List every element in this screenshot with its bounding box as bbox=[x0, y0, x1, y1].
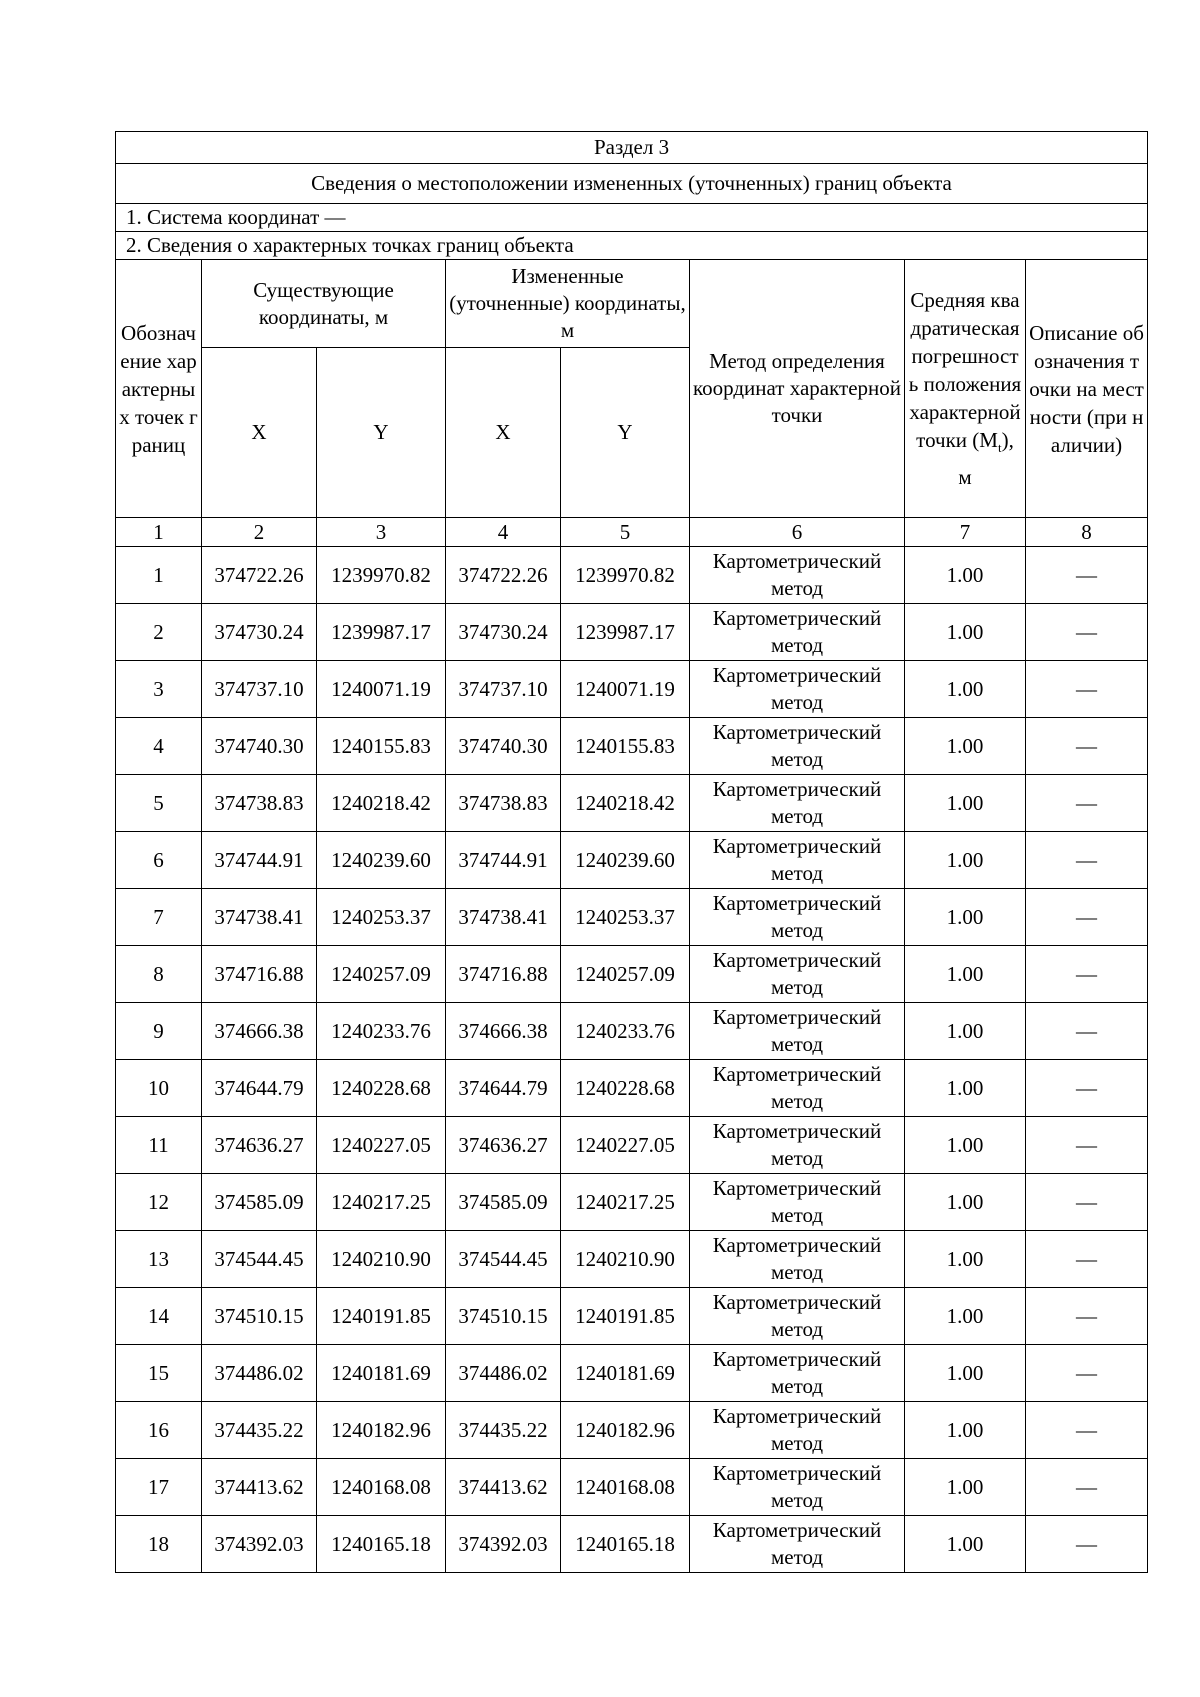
table-row bbox=[116, 604, 1148, 661]
header-description: Описание обозначения точки на местности (при наличии) bbox=[1026, 260, 1148, 518]
method-cell: Картометрический метод bbox=[690, 1231, 905, 1288]
point-number-cell: 5 bbox=[116, 775, 202, 832]
changed-x-cell: 374716.88 bbox=[446, 946, 561, 1003]
point-number-cell: 9 bbox=[116, 1003, 202, 1060]
changed-x-cell: 374486.02 bbox=[446, 1345, 561, 1402]
changed-x-cell: 374666.38 bbox=[446, 1003, 561, 1060]
point-number-cell: 4 bbox=[116, 718, 202, 775]
point-number-cell: 8 bbox=[116, 946, 202, 1003]
existing-y-cell: 1240218.42 bbox=[317, 775, 446, 832]
description-cell: — bbox=[1026, 1345, 1148, 1402]
changed-x-cell: 374737.10 bbox=[446, 661, 561, 718]
table-row bbox=[116, 775, 1148, 832]
existing-x-cell: 374666.38 bbox=[202, 1003, 317, 1060]
rmse-cell: 1.00 bbox=[905, 547, 1026, 604]
column-number: 2 bbox=[202, 518, 317, 547]
coordinates-table bbox=[115, 131, 1148, 1573]
existing-x-cell: 374740.30 bbox=[202, 718, 317, 775]
table-row bbox=[116, 661, 1148, 718]
column-number: 3 bbox=[317, 518, 446, 547]
rmse-cell: 1.00 bbox=[905, 1345, 1026, 1402]
existing-x-cell: 374392.03 bbox=[202, 1516, 317, 1573]
table-row bbox=[116, 832, 1148, 889]
table-row bbox=[116, 1231, 1148, 1288]
description-cell: — bbox=[1026, 1459, 1148, 1516]
existing-y-cell: 1239970.82 bbox=[317, 547, 446, 604]
description-cell: — bbox=[1026, 1174, 1148, 1231]
point-number-cell: 11 bbox=[116, 1117, 202, 1174]
table-row bbox=[116, 889, 1148, 946]
column-number: 1 bbox=[116, 518, 202, 547]
existing-x-cell: 374585.09 bbox=[202, 1174, 317, 1231]
changed-y-cell: 1240253.37 bbox=[561, 889, 690, 946]
changed-x-cell: 374738.83 bbox=[446, 775, 561, 832]
rmse-cell: 1.00 bbox=[905, 775, 1026, 832]
existing-x-cell: 374744.91 bbox=[202, 832, 317, 889]
method-cell: Картометрический метод bbox=[690, 604, 905, 661]
existing-x-cell: 374738.41 bbox=[202, 889, 317, 946]
column-number: 6 bbox=[690, 518, 905, 547]
existing-x-cell: 374730.24 bbox=[202, 604, 317, 661]
table-row bbox=[116, 1117, 1148, 1174]
method-cell: Картометрический метод bbox=[690, 1516, 905, 1573]
method-cell: Картометрический метод bbox=[690, 1288, 905, 1345]
method-cell: Картометрический метод bbox=[690, 718, 905, 775]
changed-x-cell: 374413.62 bbox=[446, 1459, 561, 1516]
document-title: Сведения о местоположении измененных (уточненных) границ объекта bbox=[116, 164, 1148, 204]
table-row bbox=[116, 1174, 1148, 1231]
description-cell: — bbox=[1026, 889, 1148, 946]
point-number-cell: 12 bbox=[116, 1174, 202, 1231]
method-cell: Картометрический метод bbox=[690, 1117, 905, 1174]
header-changed-x: X bbox=[446, 348, 561, 518]
existing-y-cell: 1240257.09 bbox=[317, 946, 446, 1003]
existing-x-cell: 374486.02 bbox=[202, 1345, 317, 1402]
column-number: 8 bbox=[1026, 518, 1148, 547]
existing-y-cell: 1239987.17 bbox=[317, 604, 446, 661]
existing-y-cell: 1240210.90 bbox=[317, 1231, 446, 1288]
header-existing-x: X bbox=[202, 348, 317, 518]
description-cell: — bbox=[1026, 1231, 1148, 1288]
description-cell: — bbox=[1026, 604, 1148, 661]
coord-system-line: 1. Система координат — bbox=[116, 204, 1148, 232]
table-row bbox=[116, 547, 1148, 604]
changed-y-cell: 1240210.90 bbox=[561, 1231, 690, 1288]
rmse-cell: 1.00 bbox=[905, 604, 1026, 661]
changed-y-cell: 1240155.83 bbox=[561, 718, 690, 775]
column-number-row bbox=[116, 518, 1148, 547]
changed-y-cell: 1240228.68 bbox=[561, 1060, 690, 1117]
rmse-cell: 1.00 bbox=[905, 1117, 1026, 1174]
changed-y-cell: 1240182.96 bbox=[561, 1402, 690, 1459]
rmse-cell: 1.00 bbox=[905, 1231, 1026, 1288]
existing-x-cell: 374644.79 bbox=[202, 1060, 317, 1117]
table-row bbox=[116, 1402, 1148, 1459]
description-cell: — bbox=[1026, 1117, 1148, 1174]
column-number: 4 bbox=[446, 518, 561, 547]
existing-x-cell: 374636.27 bbox=[202, 1117, 317, 1174]
changed-y-cell: 1240233.76 bbox=[561, 1003, 690, 1060]
changed-x-cell: 374740.30 bbox=[446, 718, 561, 775]
point-number-cell: 1 bbox=[116, 547, 202, 604]
description-cell: — bbox=[1026, 946, 1148, 1003]
existing-y-cell: 1240168.08 bbox=[317, 1459, 446, 1516]
existing-x-cell: 374435.22 bbox=[202, 1402, 317, 1459]
existing-y-cell: 1240228.68 bbox=[317, 1060, 446, 1117]
rmse-cell: 1.00 bbox=[905, 1174, 1026, 1231]
table-row bbox=[116, 946, 1148, 1003]
rmse-cell: 1.00 bbox=[905, 1288, 1026, 1345]
existing-y-cell: 1240217.25 bbox=[317, 1174, 446, 1231]
description-cell: — bbox=[1026, 1003, 1148, 1060]
existing-x-cell: 374716.88 bbox=[202, 946, 317, 1003]
changed-y-cell: 1240168.08 bbox=[561, 1459, 690, 1516]
rmse-cell: 1.00 bbox=[905, 832, 1026, 889]
table-row bbox=[116, 1516, 1148, 1573]
table-row bbox=[116, 1060, 1148, 1117]
changed-y-cell: 1240165.18 bbox=[561, 1516, 690, 1573]
point-number-cell: 14 bbox=[116, 1288, 202, 1345]
point-number-cell: 17 bbox=[116, 1459, 202, 1516]
rmse-cell: 1.00 bbox=[905, 889, 1026, 946]
rmse-cell: 1.00 bbox=[905, 718, 1026, 775]
point-number-cell: 10 bbox=[116, 1060, 202, 1117]
point-number-cell: 13 bbox=[116, 1231, 202, 1288]
method-cell: Картометрический метод bbox=[690, 946, 905, 1003]
existing-x-cell: 374413.62 bbox=[202, 1459, 317, 1516]
method-cell: Картометрический метод bbox=[690, 1402, 905, 1459]
header-rmse-sub: t bbox=[997, 440, 1002, 456]
rmse-cell: 1.00 bbox=[905, 1459, 1026, 1516]
changed-y-cell: 1240071.19 bbox=[561, 661, 690, 718]
rmse-cell: 1.00 bbox=[905, 1003, 1026, 1060]
table-row bbox=[116, 1345, 1148, 1402]
method-cell: Картометрический метод bbox=[690, 1174, 905, 1231]
existing-y-cell: 1240233.76 bbox=[317, 1003, 446, 1060]
description-cell: — bbox=[1026, 1288, 1148, 1345]
method-cell: Картометрический метод bbox=[690, 832, 905, 889]
changed-y-cell: 1240239.60 bbox=[561, 832, 690, 889]
existing-x-cell: 374510.15 bbox=[202, 1288, 317, 1345]
description-cell: — bbox=[1026, 547, 1148, 604]
changed-x-cell: 374392.03 bbox=[446, 1516, 561, 1573]
existing-y-cell: 1240071.19 bbox=[317, 661, 446, 718]
method-cell: Картометрический метод bbox=[690, 1459, 905, 1516]
rmse-cell: 1.00 bbox=[905, 946, 1026, 1003]
point-number-cell: 3 bbox=[116, 661, 202, 718]
existing-y-cell: 1240165.18 bbox=[317, 1516, 446, 1573]
point-number-cell: 18 bbox=[116, 1516, 202, 1573]
points-line: 2. Сведения о характерных точках границ объекта bbox=[116, 232, 1148, 260]
section-label: Раздел 3 bbox=[116, 132, 1148, 164]
existing-y-cell: 1240253.37 bbox=[317, 889, 446, 946]
method-cell: Картометрический метод bbox=[690, 1003, 905, 1060]
changed-y-cell: 1240227.05 bbox=[561, 1117, 690, 1174]
column-number: 7 bbox=[905, 518, 1026, 547]
changed-x-cell: 374510.15 bbox=[446, 1288, 561, 1345]
changed-x-cell: 374435.22 bbox=[446, 1402, 561, 1459]
existing-x-cell: 374737.10 bbox=[202, 661, 317, 718]
table-row bbox=[116, 1003, 1148, 1060]
method-cell: Картометрический метод bbox=[690, 1345, 905, 1402]
existing-x-cell: 374722.26 bbox=[202, 547, 317, 604]
point-number-cell: 15 bbox=[116, 1345, 202, 1402]
header-point-designation: Обозначение характерных точек границ bbox=[116, 260, 202, 518]
column-number: 5 bbox=[561, 518, 690, 547]
header-existing-y: Y bbox=[317, 348, 446, 518]
changed-y-cell: 1240217.25 bbox=[561, 1174, 690, 1231]
point-number-cell: 16 bbox=[116, 1402, 202, 1459]
changed-x-cell: 374585.09 bbox=[446, 1174, 561, 1231]
header-changed-coords: Измененные (уточненные) координаты, м bbox=[446, 260, 690, 348]
changed-x-cell: 374730.24 bbox=[446, 604, 561, 661]
changed-x-cell: 374636.27 bbox=[446, 1117, 561, 1174]
changed-y-cell: 1240181.69 bbox=[561, 1345, 690, 1402]
method-cell: Картометрический метод bbox=[690, 889, 905, 946]
method-cell: Картометрический метод bbox=[690, 661, 905, 718]
table-row bbox=[116, 1459, 1148, 1516]
header-rmse bbox=[905, 260, 1026, 518]
existing-y-cell: 1240181.69 bbox=[317, 1345, 446, 1402]
method-cell: Картометрический метод bbox=[690, 1060, 905, 1117]
description-cell: — bbox=[1026, 718, 1148, 775]
existing-x-cell: 374738.83 bbox=[202, 775, 317, 832]
header-rmse-unit: ), м bbox=[958, 428, 1014, 489]
changed-y-cell: 1240191.85 bbox=[561, 1288, 690, 1345]
existing-y-cell: 1240227.05 bbox=[317, 1117, 446, 1174]
description-cell: — bbox=[1026, 775, 1148, 832]
changed-y-cell: 1240257.09 bbox=[561, 946, 690, 1003]
changed-y-cell: 1240218.42 bbox=[561, 775, 690, 832]
table-row bbox=[116, 1288, 1148, 1345]
rmse-cell: 1.00 bbox=[905, 1060, 1026, 1117]
existing-y-cell: 1240155.83 bbox=[317, 718, 446, 775]
header-method: Метод определения координат характерной точки bbox=[690, 260, 905, 518]
point-number-cell: 7 bbox=[116, 889, 202, 946]
rmse-cell: 1.00 bbox=[905, 1516, 1026, 1573]
header-existing-coords: Существующие координаты, м bbox=[202, 260, 446, 348]
method-cell: Картометрический метод bbox=[690, 775, 905, 832]
description-cell: — bbox=[1026, 1516, 1148, 1573]
description-cell: — bbox=[1026, 1402, 1148, 1459]
changed-y-cell: 1239987.17 bbox=[561, 604, 690, 661]
point-number-cell: 6 bbox=[116, 832, 202, 889]
existing-y-cell: 1240239.60 bbox=[317, 832, 446, 889]
existing-x-cell: 374544.45 bbox=[202, 1231, 317, 1288]
changed-x-cell: 374738.41 bbox=[446, 889, 561, 946]
rmse-cell: 1.00 bbox=[905, 661, 1026, 718]
existing-y-cell: 1240182.96 bbox=[317, 1402, 446, 1459]
description-cell: — bbox=[1026, 832, 1148, 889]
existing-y-cell: 1240191.85 bbox=[317, 1288, 446, 1345]
rmse-cell: 1.00 bbox=[905, 1402, 1026, 1459]
changed-x-cell: 374722.26 bbox=[446, 547, 561, 604]
header-rmse-text: Средняя квадратическая погрешность положения характерной точки (M bbox=[908, 288, 1022, 453]
description-cell: — bbox=[1026, 661, 1148, 718]
table-row bbox=[116, 718, 1148, 775]
changed-x-cell: 374544.45 bbox=[446, 1231, 561, 1288]
method-cell: Картометрический метод bbox=[690, 547, 905, 604]
point-number-cell: 2 bbox=[116, 604, 202, 661]
changed-y-cell: 1239970.82 bbox=[561, 547, 690, 604]
changed-x-cell: 374744.91 bbox=[446, 832, 561, 889]
changed-x-cell: 374644.79 bbox=[446, 1060, 561, 1117]
header-changed-y: Y bbox=[561, 348, 690, 518]
description-cell: — bbox=[1026, 1060, 1148, 1117]
